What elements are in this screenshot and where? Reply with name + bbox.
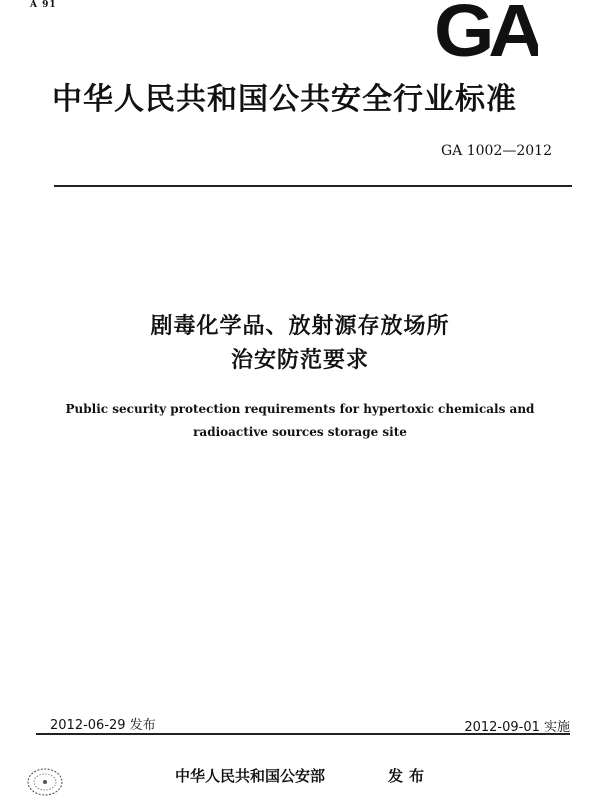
document-title-en-line1: Public security protection requirements for hypertoxic chemicals and bbox=[65, 402, 535, 416]
standard-authority-title: 中华人民共和国公共安全行业标准 bbox=[52, 82, 517, 117]
document-title-zh-line2: 治安防范要求 bbox=[230, 348, 369, 373]
issuing-authority: 中华人民共和国公安部 bbox=[175, 767, 326, 785]
issuing-action: 发布 bbox=[388, 767, 431, 785]
standard-number: GA 1002—2012 bbox=[440, 143, 552, 159]
footer-divider bbox=[36, 733, 570, 735]
implementation-date: 2012-09-01 实施 bbox=[464, 720, 570, 735]
document-title-en-line2: radioactive sources storage site bbox=[193, 425, 407, 439]
seal-icon bbox=[24, 760, 66, 796]
classification-code: A 91 bbox=[30, 0, 57, 10]
header-divider bbox=[54, 185, 572, 187]
ga-logo: GA bbox=[434, 0, 538, 62]
issue-date: 2012-06-29 发布 bbox=[50, 718, 156, 733]
document-title-zh-line1: 剧毒化学品、放射源存放场所 bbox=[150, 314, 450, 339]
